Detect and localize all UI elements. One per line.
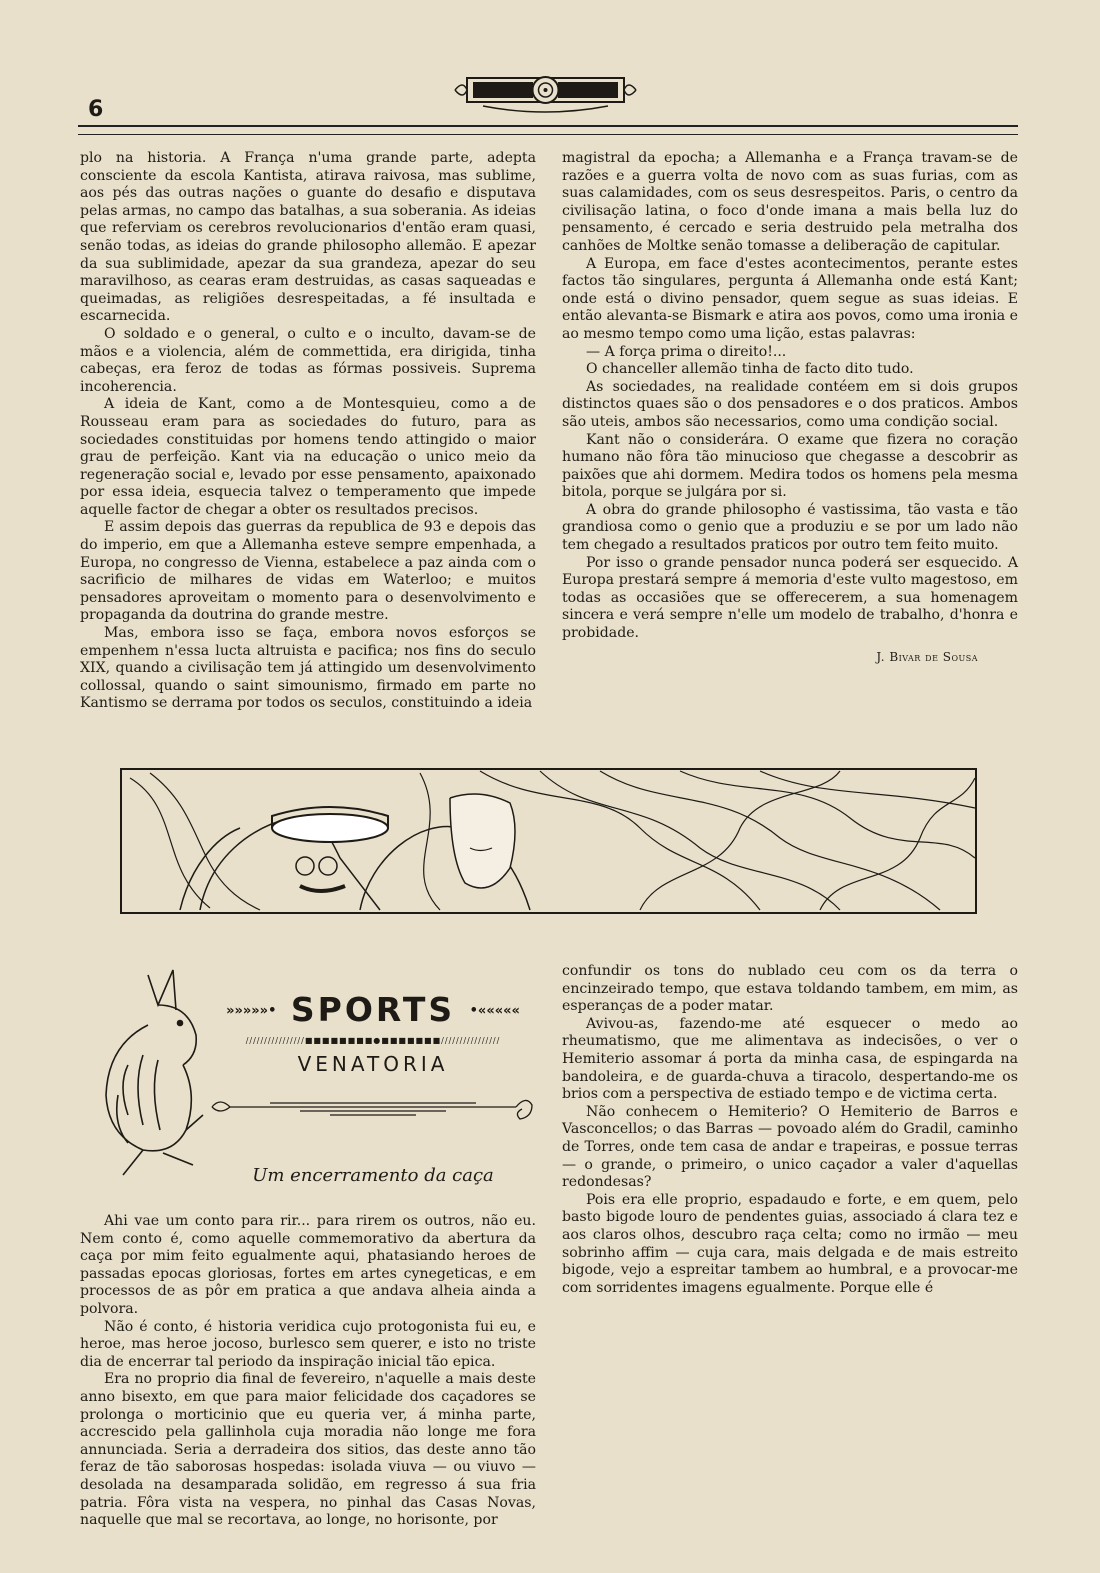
arrow-left-ornament: »»»»»•	[226, 1003, 277, 1019]
art-nouveau-illustration	[120, 768, 977, 914]
hare-illustration	[88, 965, 208, 1180]
paragraph: plo na historia. A França n'uma grande parte, adepta consciente da escola Kantista, atirava raivosa, mas sublime, aos pés das outras nações o guante do desafio e disputava pelas armas, no campo das batalhas, a sua soberania. As ideias que referviam os cerebros revolucionarios d'então eram quasi, senão todas, as ideias do grande philosopho allemão. E apezar da sua sublimidade, apezar da sua grandeza, apezar do seu maravilhoso, as cearas eram destruidas, as casas saqueadas e queimadas, as religiões desrespeitadas, a fé insultada e escarnecida.	[80, 150, 536, 325]
paragraph: Pois era elle proprio, espadaudo e forte, e em quem, pelo basto bigode louro de pendentes guias, associado á clara tez e aos claros olhos, descubro raça celta; como no irmão — meu sobrinho affim — cuja cara, mais delgada e de mais estreito bigode, vejo a espreitar tambem ao humbral, e a provocar-me com sorridentes imagens egualmente. Porque elle é	[562, 1191, 1018, 1296]
paragraph: Por isso o grande pensador nunca poderá ser esquecido. A Europa prestará sempre á memoria d'este vulto magestoso, em todas as occasiões que se offerecerem, a sua homenagem sincera e verá sempre n'elle um modelo de trabalho, d'honra e probidade.	[562, 554, 1018, 642]
section-title-text: SPORTS	[290, 990, 456, 1029]
masthead-rule	[78, 125, 1018, 135]
decorative-bar: ////////////////■■■■■■■■●■■■■■■■////////////////	[245, 1035, 501, 1045]
arrow-right-ornament: •«««««	[469, 1003, 520, 1019]
article-column-top-left	[80, 150, 536, 713]
paragraph-continued: magistral da epocha; a Allemanha e a França travam-se de razões e a guerra volta de novo com as suas furias, com as suas calamidades, com os seus desrespeitos. Paris, o centro da civilisação latina, o foco d'onde imana a mais bella luz do pensamento, é cercado e seria destruido pela metralha dos canhões de Moltke senão tomasse a deliberação de capitular.	[562, 150, 1018, 254]
section-title	[210, 990, 536, 1032]
paragraph: — A força prima o direito!...	[586, 343, 787, 360]
paragraph-continued: confundir os tons do nublado ceu com os da terra o encinzeirado tempo, que estava toldando tambem, em mim, as esperanças de a poder matar.	[562, 963, 1018, 1015]
flourish-ornament	[210, 1093, 536, 1123]
paragraph: Avivou-as, fazendo-me até esquecer o medo ao rheumatismo, que me alimentava as indecisões, o ver o Hemiterio assomar á porta da minha casa, de espingarda na bandoleira, e de guarda-chuva a tiracolo, despertando-me os brios com a perspectiva de estiado tempo e de victima certa.	[562, 1015, 1018, 1103]
paragraph: E assim depois das guerras da republica de 93 e depois das do imperio, em que a Allemanha esteve sempre empenhada, a Europa, no congresso de Vienna, estabelece a paz ainda com o sacrificio de milhares de vidas em Waterloo; e muitos pensadores aproveitam o momento para o desenvolvimento e propaganda da doutrina do grande mestre.	[80, 519, 536, 624]
author-signature: J. Bivar de Sousa	[876, 649, 978, 664]
paragraph: A Europa, em face d'estes acontecimentos, perante estes factos tão singulares, pergunta á Allemanha onde está Kant; onde está o divino pensador, quem segue as suas ideias. E então alevanta-se Bismark e atira aos povos, como uma ironia e ao mesmo tempo como uma lição, estas palavras:	[562, 255, 1018, 342]
paragraph: Não é conto, é historia veridica cujo protogonista fui eu, e heroe, mas heroe jocoso, burlesco sem querer, e isto no triste dia de encerrar tal periodo da inspiração inicial tão epica.	[80, 1318, 536, 1370]
paragraph: Kant não o considerára. O exame que fizera no coração humano não fôra tão minucioso que chegasse a descobrir as paixões que ahi dormem. Medira todos os homens pela mesma bitola, porque se julgára por si.	[562, 431, 1018, 501]
paragraph: Era no proprio dia final de fevereiro, n'aquelle a mais deste anno bisexto, em que para maior felicidade dos caçadores se prolonga o morticinio que eu queria ver, á minha parte, accrescido pela gallinhola cuja moradia não longe me fora annunciada. Seria a derradeira dos sitios, das deste anno tão feraz de tão saborosas hospedas: isolada viuva — ou viuvo — desolada na desamparada solidão, em regresso á sua fria patria. Fôra vista na vespera, no pinhal das Casas Novas, naquelle que mal se recortava, ao longe, no horisonte, por	[80, 1371, 536, 1529]
article-column-top-right	[562, 150, 1018, 666]
paragraph: O soldado e o general, o culto e o inculto, davam-se de mãos e a violencia, além de commettida, era dirigida, tinha cabeças, era feroz de todas as fórmas possiveis. Suprema incoherencia.	[80, 325, 536, 395]
paragraph: Ahi vae um conto para rir... para rirem os outros, não eu. Nem conto é, como aquelle commemorativo da abertura da caça por mim feito egualmente aqui, phatasiando heroes de passadas epocas gloriosas, fortes em artes cynegeticas, e em processos de as pôr em pratica a que andava alheia ainda a polvora.	[80, 1213, 536, 1317]
paragraph: O chanceller allemão tinha de facto dito tudo.	[586, 361, 914, 378]
masthead-logo	[453, 68, 638, 116]
paragraph: Não conhecem o Hemiterio? O Hemiterio de Barros e Vasconcellos; o das Barras — povoado além do Gradil, caminho de Torres, onde tem casa de andar e trapeiras, e possue terras — o grande, o primeiro, o unico caçador a valer d'aquellas redondesas?	[562, 1103, 1018, 1191]
page-number: 6	[88, 97, 104, 122]
story-title: Um encerramento da caça	[252, 1165, 494, 1186]
paragraph: Mas, embora isso se faça, embora novos esforços se empenhem n'essa lucta altruista e pacifica; nos fins do seculo XIX, quando a civilisação tem já attingido um desenvolvimento collossal, quando o saint simounismo, firmado em parte no Kantismo se derrama por todos os seculos, constituindo a ideia	[80, 625, 536, 712]
section-subtitle: VENATORIA	[297, 1051, 449, 1076]
paragraph: A obra do grande philosopho é vastissima, tão vasta e tão grandiosa como o genio que a produziu e se por um lado não tem chegado a resultados praticos por outro tem feito muito.	[562, 501, 1018, 554]
sports-section-header	[210, 990, 536, 1123]
paragraph: A ideia de Kant, como a de Montesquieu, como a de Rousseau eram para as sociedades do futuro, para as sociedades constituidas por homens tendo attingido o maior grau de perfeição. Kant via na educação o unico meio da regeneração social e, levado por esse pensamento, apaixonado por essa ideia, esquecia talvez o temperamento que impede aquelle factor de chegar a obter os resultados precisos.	[80, 396, 536, 518]
article-column-bottom-left	[80, 1213, 536, 1530]
article-column-bottom-right	[562, 963, 1018, 1297]
paragraph: As sociedades, na realidade contéem em si dois grupos distinctos quaes são o dos pensadores e o dos praticos. Ambos são uteis, ambos são necessarios, como uma condição social.	[562, 378, 1018, 430]
